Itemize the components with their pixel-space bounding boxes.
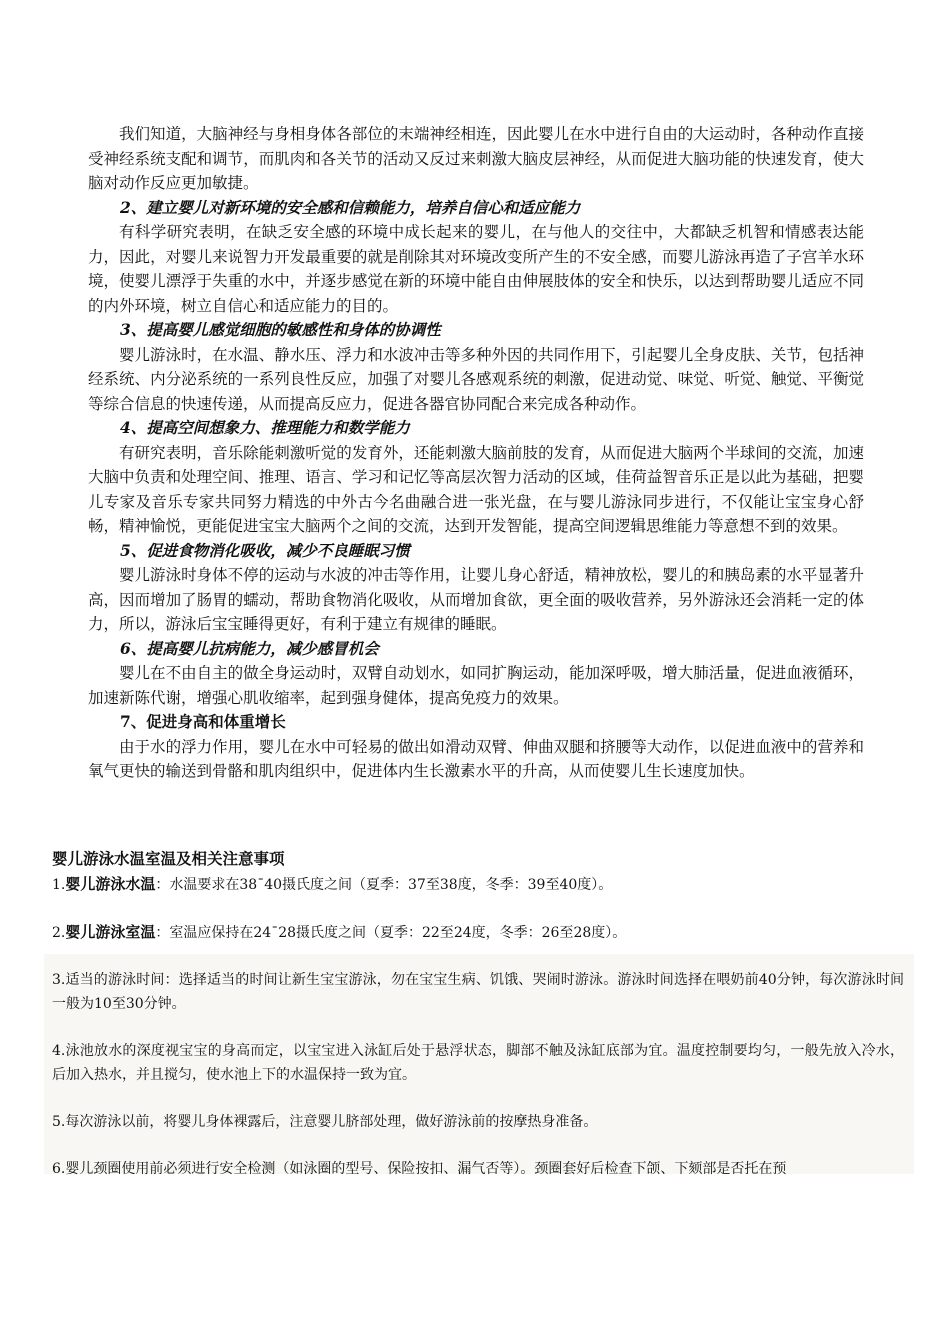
paragraph-growth: 由于水的浮力作用，婴儿在水中可轻易的做出如滑动双臂、伸曲双腿和挤腰等大动作，以促进血液中的营养和氧气更快的输送到骨骼和肌肉组织中，促进体内生长激素水平的升高，从而使婴儿生长速度加快。 xyxy=(88,737,864,780)
note-number: 2. xyxy=(52,925,66,941)
heading-immunity: 6、提高婴儿抗病能力，减少感冒机会 xyxy=(120,638,379,658)
note-swim-time: 3.适当的游泳时间：选择适当的时间让新生宝宝游泳，勿在宝宝生病、饥饿、哭闹时游泳。游泳时间选择在喂奶前40分钟，每次游泳时间一般为10至30分钟。 xyxy=(52,972,904,1012)
note-text: ：水温要求在38¯40摄氏度之间（夏季：37至38度，冬季：39至40度）。 xyxy=(155,877,613,893)
note-number: 1. xyxy=(52,877,66,893)
note-label: 婴儿游泳水温 xyxy=(65,875,156,893)
note-room-temperature xyxy=(52,920,904,945)
benefits-section xyxy=(88,122,864,784)
paragraph-brain-development: 我们知道，大脑神经与身相身体各部位的末端神经相连，因此婴儿在水中进行自由的大运动时，各种动作直接受神经系统支配和调节，而肌肉和各关节的活动又反过来刺激大脑皮层神经，从而促进大脑功能的快速发育，使大脑对动作反应更加敏捷。 xyxy=(88,125,864,192)
note-water-temperature xyxy=(52,872,904,897)
notes-title: 婴儿游泳水温室温及相关注意事项 xyxy=(52,849,285,868)
heading-security: 2、建立婴儿对新环境的安全感和信赖能力，培养自信心和适应能力 xyxy=(120,197,581,217)
paragraph-digestion: 婴儿游泳时身体不停的运动与水波的冲击等作用，让婴儿身心舒适，精神放松，婴儿的和胰岛素的水平显著升高，因而增加了肠胃的蠕动，帮助食物消化吸收，从而增加食欲，更全面的吸收营养，另外游泳还会消耗一定的体力，所以，游泳后宝宝睡得更好，有利于建立有规律的睡眠。 xyxy=(88,566,864,633)
note-preparation: 5.每次游泳以前，将婴儿身体裸露后，注意婴儿脐部处理，做好游泳前的按摩热身准备。 xyxy=(52,1114,598,1130)
paragraph-spatial: 有研究表明，音乐除能刺激听觉的发育外，还能刺激大脑前肢的发育，从而促进大脑两个半球间的交流，加速大脑中负责和处理空间、推理、语言、学习和记忆等高层次智力活动的区域，佳荷益智音乐正是以此为基础，把婴儿专家及音乐专家共同努力精选的中外古今名曲融合进一张光盘，在与婴儿游泳同步进行，不仅能让宝宝身心舒畅，精神愉悦，更能促进宝宝大脑两个之间的交流，达到开发智能，提高空间逻辑思维能力等意想不到的效果。 xyxy=(88,443,864,535)
paragraph-immunity: 婴儿在不由自主的做全身运动时，双臂自动划水，如同扩胸运动，能加深呼吸，增大肺活量，促进血液循环，加速新陈代谢，增强心肌收缩率，起到强身健体，提高免疫力的效果。 xyxy=(88,664,864,707)
paragraph-security: 有科学研究表明，在缺乏安全感的环境中成长起来的婴儿，在与他人的交往中，大都缺乏机智和情感表达能力，因此，对婴儿来说智力开发最重要的就是削除其对环境改变所产生的不安全感，而婴儿游泳再造了子宫羊水环境，使婴儿漂浮于失重的水中，并逐步感觉在新的环境中能自由伸展肢体的安全和快乐，以达到帮助婴儿适应不同的内外环境，树立自信心和适应能力的目的。 xyxy=(88,223,864,315)
note-neck-ring: 6.婴儿颈圈使用前必须进行安全检测（如泳圈的型号、保险按扣、漏气否等）。颈圈套好后检查下颌、下颏部是否托在预 xyxy=(52,1161,787,1177)
heading-digestion: 5、促进食物消化吸收，减少不良睡眠习惯 xyxy=(120,540,410,560)
notes-section xyxy=(52,848,904,1204)
heading-spatial: 4、提高空间想象力、推理能力和数学能力 xyxy=(120,418,410,437)
heading-sensory: 3、提高婴儿感觉细胞的敏感性和身体的协调性 xyxy=(120,320,441,339)
heading-growth: 7、促进身高和体重增长 xyxy=(120,712,286,731)
note-text: ：室温应保持在24¯28摄氏度之间（夏季：22至24度，冬季：26至28度）。 xyxy=(155,925,627,941)
note-pool-depth: 4.泳池放水的深度视宝宝的身高而定，以宝宝进入泳缸后处于悬浮状态，脚部不触及泳缸底部为宜。温度控制要均匀，一般先放入冷水，后加入热水，并且搅匀，使水池上下的水温保持一致为宜。 xyxy=(52,1043,904,1083)
note-label: 婴儿游泳室温 xyxy=(65,923,156,941)
paragraph-sensory: 婴儿游泳时，在水温、静水压、浮力和水波冲击等多种外因的共同作用下，引起婴儿全身皮肤、关节，包括神经系统、内分泌系统的一系列良性反应，加强了对婴儿各感观系统的刺激，促进动觉、味觉、听觉、触觉、平衡觉等综合信息的快速传递，从而提高反应力，促进各器官协同配合来完成各种动作。 xyxy=(88,345,864,413)
